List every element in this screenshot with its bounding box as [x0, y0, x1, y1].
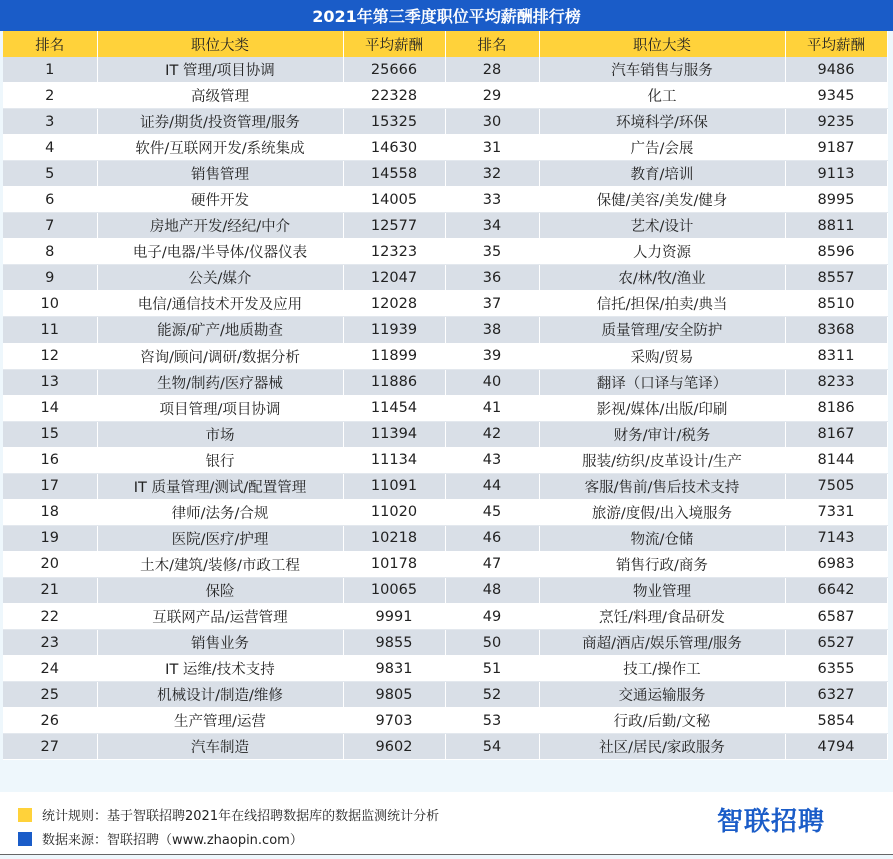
rank-cell: 50 — [445, 630, 539, 656]
rank-cell: 32 — [445, 161, 539, 187]
rank-cell: 51 — [445, 656, 539, 682]
rank-cell: 39 — [445, 343, 539, 369]
category-cell: 物流/仓储 — [539, 525, 785, 551]
rank-cell: 47 — [445, 551, 539, 577]
category-cell: 土木/建筑/装修/市政工程 — [97, 551, 343, 577]
rank-cell: 12 — [3, 343, 97, 369]
avg-salary-cell: 6355 — [785, 656, 887, 682]
column-header: 平均薪酬 — [343, 31, 445, 57]
category-cell: 服装/纺织/皮革设计/生产 — [539, 447, 785, 473]
category-cell: 影视/媒体/出版/印刷 — [539, 395, 785, 421]
avg-salary-cell: 12047 — [343, 265, 445, 291]
rank-cell: 20 — [3, 551, 97, 577]
avg-salary-cell: 9235 — [785, 109, 887, 135]
rank-cell: 53 — [445, 708, 539, 734]
category-cell: 高级管理 — [97, 83, 343, 109]
category-cell: 销售行政/商务 — [539, 551, 785, 577]
table-header-row — [3, 31, 887, 57]
avg-salary-cell: 8368 — [785, 317, 887, 343]
category-cell: 物业管理 — [539, 577, 785, 603]
category-cell: 医院/医疗/护理 — [97, 525, 343, 551]
avg-salary-cell: 8233 — [785, 369, 887, 395]
avg-salary-cell: 11020 — [343, 499, 445, 525]
table-row — [3, 343, 887, 369]
category-cell: 农/林/牧/渔业 — [539, 265, 785, 291]
category-cell: 咨询/顾问/调研/数据分析 — [97, 343, 343, 369]
data-source-note — [18, 829, 303, 848]
category-cell: 机械设计/制造/维修 — [97, 682, 343, 708]
rank-cell: 41 — [445, 395, 539, 421]
salary-ranking-table — [3, 31, 887, 760]
category-cell: 客服/售前/售后技术支持 — [539, 473, 785, 499]
avg-salary-cell: 12028 — [343, 291, 445, 317]
avg-salary-cell: 9831 — [343, 656, 445, 682]
rank-cell: 34 — [445, 213, 539, 239]
avg-salary-cell: 9855 — [343, 630, 445, 656]
table-row — [3, 577, 887, 603]
category-cell: 银行 — [97, 447, 343, 473]
table-row — [3, 213, 887, 239]
avg-salary-cell: 12577 — [343, 213, 445, 239]
avg-salary-cell: 11091 — [343, 473, 445, 499]
rank-cell: 45 — [445, 499, 539, 525]
category-cell: 人力资源 — [539, 239, 785, 265]
rank-cell: 48 — [445, 577, 539, 603]
avg-salary-cell: 14005 — [343, 187, 445, 213]
table-row — [3, 603, 887, 629]
avg-salary-cell: 6327 — [785, 682, 887, 708]
avg-salary-cell: 9187 — [785, 135, 887, 161]
table-row — [3, 265, 887, 291]
avg-salary-cell: 11454 — [343, 395, 445, 421]
avg-salary-cell: 9486 — [785, 57, 887, 83]
table-row — [3, 135, 887, 161]
category-cell: 烹饪/料理/食品研发 — [539, 603, 785, 629]
avg-salary-cell: 25666 — [343, 57, 445, 83]
rank-cell: 21 — [3, 577, 97, 603]
column-header: 平均薪酬 — [785, 31, 887, 57]
rank-cell: 8 — [3, 239, 97, 265]
avg-salary-cell: 11394 — [343, 421, 445, 447]
table-row — [3, 734, 887, 760]
category-cell: 行政/后勤/文秘 — [539, 708, 785, 734]
table-row — [3, 83, 887, 109]
rank-cell: 15 — [3, 421, 97, 447]
category-cell: 环境科学/环保 — [539, 109, 785, 135]
rank-cell: 17 — [3, 473, 97, 499]
category-cell: 电子/电器/半导体/仪器仪表 — [97, 239, 343, 265]
rank-cell: 10 — [3, 291, 97, 317]
avg-salary-cell: 12323 — [343, 239, 445, 265]
rank-cell: 22 — [3, 603, 97, 629]
statistics-rule-note — [18, 805, 439, 824]
category-cell: 项目管理/项目协调 — [97, 395, 343, 421]
avg-salary-cell: 11134 — [343, 447, 445, 473]
avg-salary-cell: 9805 — [343, 682, 445, 708]
avg-salary-cell: 8510 — [785, 291, 887, 317]
avg-salary-cell: 11939 — [343, 317, 445, 343]
table-row — [3, 395, 887, 421]
table-row — [3, 421, 887, 447]
rank-cell: 49 — [445, 603, 539, 629]
rank-cell: 23 — [3, 630, 97, 656]
zhaopin-logo: 智联招聘 — [716, 806, 825, 837]
table-row — [3, 239, 887, 265]
category-cell: 销售管理 — [97, 161, 343, 187]
table-row — [3, 369, 887, 395]
rank-cell: 46 — [445, 525, 539, 551]
category-cell: IT 质量管理/测试/配置管理 — [97, 473, 343, 499]
avg-salary-cell: 14558 — [343, 161, 445, 187]
category-cell: 旅游/度假/出入境服务 — [539, 499, 785, 525]
avg-salary-cell: 7505 — [785, 473, 887, 499]
category-cell: 教育/培训 — [539, 161, 785, 187]
table-row — [3, 187, 887, 213]
blue-square-icon — [18, 832, 32, 846]
avg-salary-cell: 7331 — [785, 499, 887, 525]
table-row — [3, 473, 887, 499]
category-cell: 社区/居民/家政服务 — [539, 734, 785, 760]
avg-salary-cell: 5854 — [785, 708, 887, 734]
rank-cell: 38 — [445, 317, 539, 343]
avg-salary-cell: 10065 — [343, 577, 445, 603]
rank-cell: 35 — [445, 239, 539, 265]
category-cell: 生产管理/运营 — [97, 708, 343, 734]
table-row — [3, 682, 887, 708]
avg-salary-cell: 14630 — [343, 135, 445, 161]
avg-salary-cell: 9991 — [343, 603, 445, 629]
rank-cell: 9 — [3, 265, 97, 291]
statistics-rule-text: 统计规则：基于智联招聘2021年在线招聘数据库的数据监测统计分析 — [42, 809, 440, 824]
page-title: 2021年第三季度职位平均薪酬排行榜 — [0, 0, 893, 31]
rank-cell: 42 — [445, 421, 539, 447]
avg-salary-cell: 10218 — [343, 525, 445, 551]
category-cell: 信托/担保/拍卖/典当 — [539, 291, 785, 317]
table-row — [3, 708, 887, 734]
rank-cell: 30 — [445, 109, 539, 135]
category-cell: 质量管理/安全防护 — [539, 317, 785, 343]
avg-salary-cell: 10178 — [343, 551, 445, 577]
avg-salary-cell: 8557 — [785, 265, 887, 291]
rank-cell: 25 — [3, 682, 97, 708]
category-cell: 化工 — [539, 83, 785, 109]
table-row — [3, 499, 887, 525]
avg-salary-cell: 11899 — [343, 343, 445, 369]
table-row — [3, 57, 887, 83]
category-cell: 市场 — [97, 421, 343, 447]
bottom-divider — [0, 854, 893, 855]
avg-salary-cell: 7143 — [785, 525, 887, 551]
avg-salary-cell: 6527 — [785, 630, 887, 656]
rank-cell: 13 — [3, 369, 97, 395]
rank-cell: 26 — [3, 708, 97, 734]
table-row — [3, 161, 887, 187]
avg-salary-cell: 8596 — [785, 239, 887, 265]
rank-cell: 24 — [3, 656, 97, 682]
category-cell: 保健/美容/美发/健身 — [539, 187, 785, 213]
avg-salary-cell: 8144 — [785, 447, 887, 473]
column-header: 排名 — [445, 31, 539, 57]
rank-cell: 33 — [445, 187, 539, 213]
table-row — [3, 447, 887, 473]
category-cell: 硬件开发 — [97, 187, 343, 213]
rank-cell: 7 — [3, 213, 97, 239]
rank-cell: 28 — [445, 57, 539, 83]
rank-cell: 2 — [3, 83, 97, 109]
rank-cell: 37 — [445, 291, 539, 317]
column-header: 职位大类 — [97, 31, 343, 57]
data-source-text: 数据来源：智联招聘（www.zhaopin.com） — [42, 833, 303, 848]
category-cell: 财务/审计/税务 — [539, 421, 785, 447]
column-header: 职位大类 — [539, 31, 785, 57]
rank-cell: 11 — [3, 317, 97, 343]
category-cell: 房地产开发/经纪/中介 — [97, 213, 343, 239]
rank-cell: 3 — [3, 109, 97, 135]
category-cell: 交通运输服务 — [539, 682, 785, 708]
rank-cell: 44 — [445, 473, 539, 499]
rank-cell: 52 — [445, 682, 539, 708]
category-cell: 生物/制药/医疗器械 — [97, 369, 343, 395]
avg-salary-cell: 15325 — [343, 109, 445, 135]
table-row — [3, 109, 887, 135]
rank-cell: 14 — [3, 395, 97, 421]
avg-salary-cell: 9602 — [343, 734, 445, 760]
footer — [0, 792, 893, 854]
avg-salary-cell: 22328 — [343, 83, 445, 109]
rank-cell: 40 — [445, 369, 539, 395]
rank-cell: 36 — [445, 265, 539, 291]
rank-cell: 43 — [445, 447, 539, 473]
category-cell: 电信/通信技术开发及应用 — [97, 291, 343, 317]
rank-cell: 54 — [445, 734, 539, 760]
category-cell: 能源/矿产/地质勘查 — [97, 317, 343, 343]
category-cell: 采购/贸易 — [539, 343, 785, 369]
avg-salary-cell: 8811 — [785, 213, 887, 239]
avg-salary-cell: 8995 — [785, 187, 887, 213]
rank-cell: 18 — [3, 499, 97, 525]
category-cell: 互联网产品/运营管理 — [97, 603, 343, 629]
table-row — [3, 525, 887, 551]
avg-salary-cell: 8167 — [785, 421, 887, 447]
category-cell: 律师/法务/合规 — [97, 499, 343, 525]
category-cell: 技工/操作工 — [539, 656, 785, 682]
category-cell: 软件/互联网开发/系统集成 — [97, 135, 343, 161]
rank-cell: 6 — [3, 187, 97, 213]
table-row — [3, 630, 887, 656]
avg-salary-cell: 8311 — [785, 343, 887, 369]
avg-salary-cell: 4794 — [785, 734, 887, 760]
table-row — [3, 317, 887, 343]
rank-cell: 27 — [3, 734, 97, 760]
category-cell: 商超/酒店/娱乐管理/服务 — [539, 630, 785, 656]
rank-cell: 1 — [3, 57, 97, 83]
avg-salary-cell: 9113 — [785, 161, 887, 187]
avg-salary-cell: 11886 — [343, 369, 445, 395]
category-cell: 证券/期货/投资管理/服务 — [97, 109, 343, 135]
avg-salary-cell: 9345 — [785, 83, 887, 109]
table-row — [3, 291, 887, 317]
category-cell: 公关/媒介 — [97, 265, 343, 291]
rank-cell: 19 — [3, 525, 97, 551]
category-cell: 汽车销售与服务 — [539, 57, 785, 83]
category-cell: 艺术/设计 — [539, 213, 785, 239]
rank-cell: 29 — [445, 83, 539, 109]
category-cell: 销售业务 — [97, 630, 343, 656]
category-cell: IT 管理/项目协调 — [97, 57, 343, 83]
avg-salary-cell: 6587 — [785, 603, 887, 629]
table-row — [3, 551, 887, 577]
category-cell: 广告/会展 — [539, 135, 785, 161]
rank-cell: 5 — [3, 161, 97, 187]
rank-cell: 31 — [445, 135, 539, 161]
category-cell: 翻译（口译与笔译） — [539, 369, 785, 395]
category-cell: IT 运维/技术支持 — [97, 656, 343, 682]
category-cell: 保险 — [97, 577, 343, 603]
column-header: 排名 — [3, 31, 97, 57]
rank-cell: 4 — [3, 135, 97, 161]
avg-salary-cell: 8186 — [785, 395, 887, 421]
yellow-square-icon — [18, 808, 32, 822]
avg-salary-cell: 6983 — [785, 551, 887, 577]
rank-cell: 16 — [3, 447, 97, 473]
category-cell: 汽车制造 — [97, 734, 343, 760]
avg-salary-cell: 6642 — [785, 577, 887, 603]
table-row — [3, 656, 887, 682]
avg-salary-cell: 9703 — [343, 708, 445, 734]
